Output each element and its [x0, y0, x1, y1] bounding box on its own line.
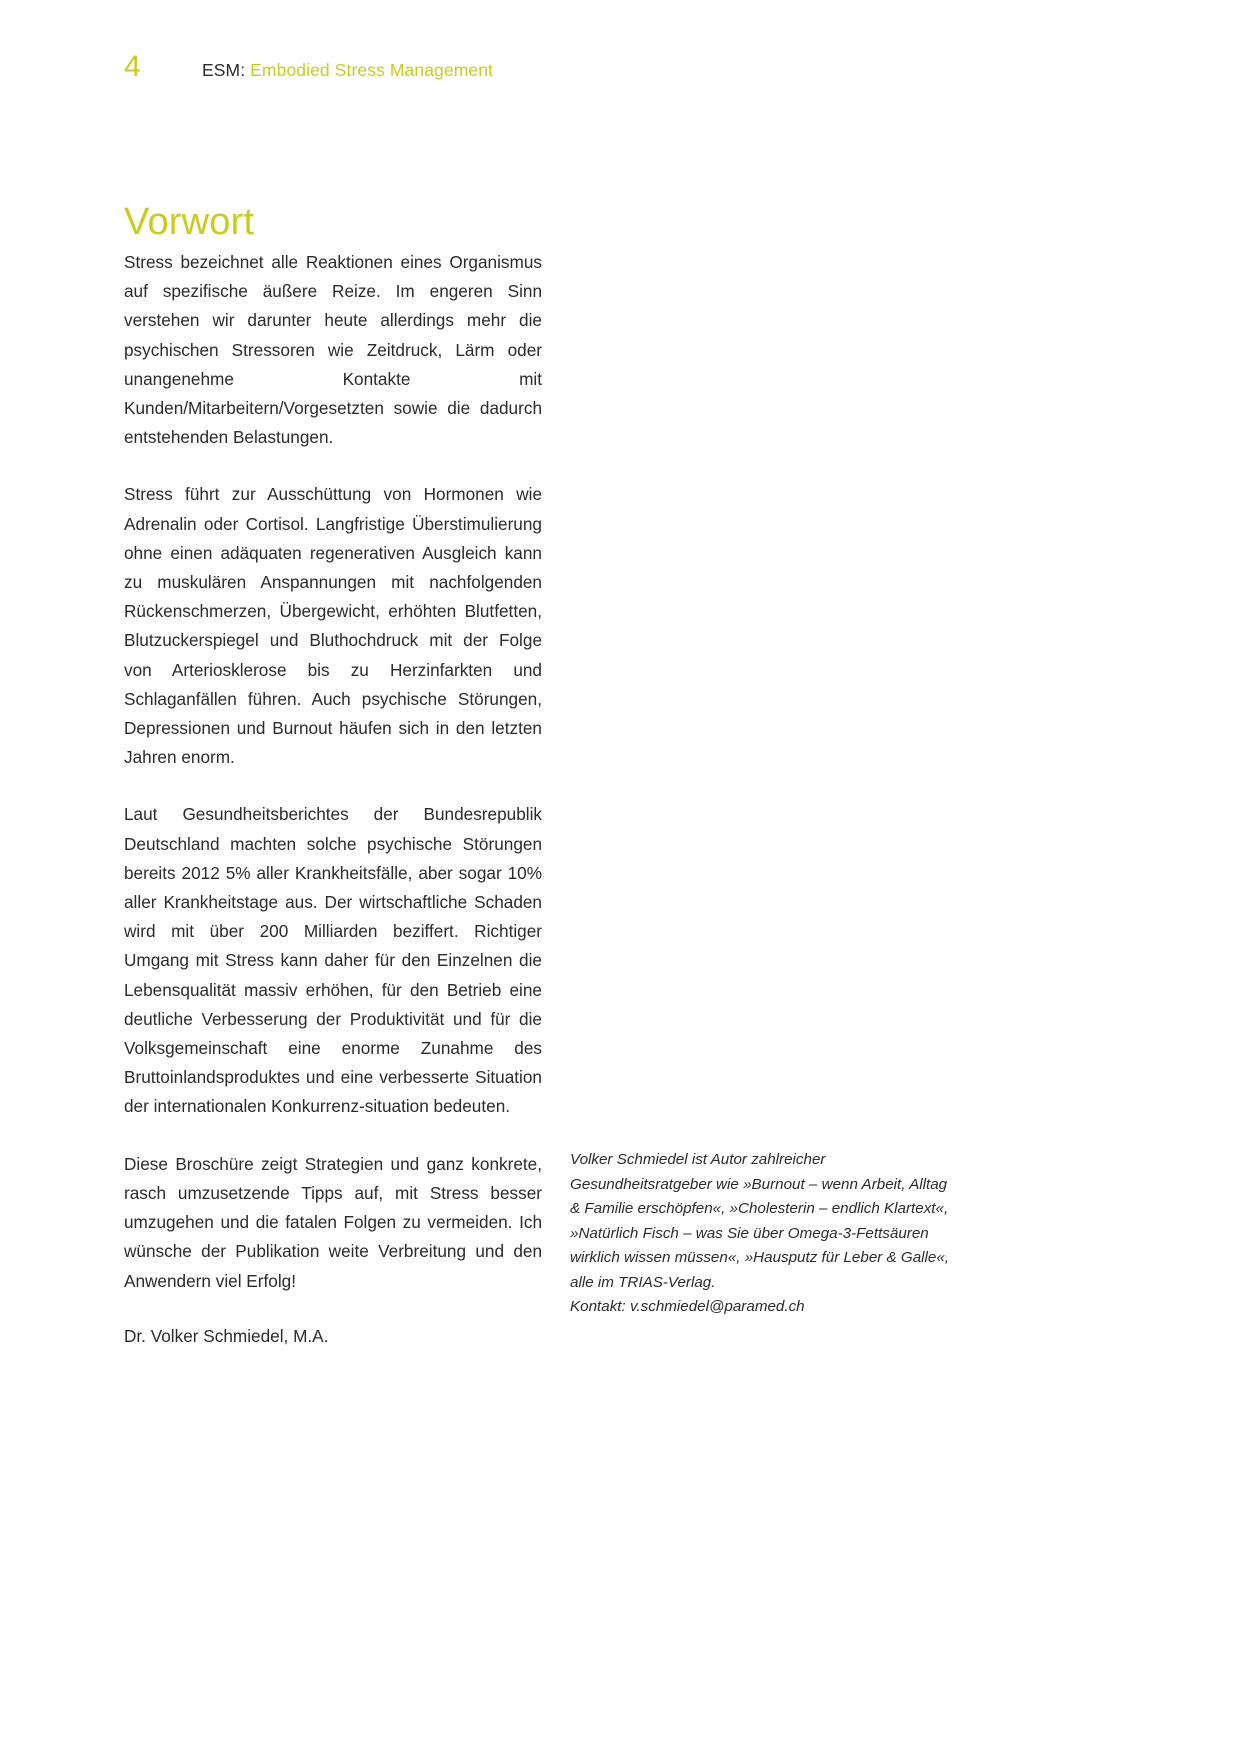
header-title [202, 60, 493, 81]
body-text-column [124, 248, 542, 1351]
paragraph: Laut Gesundheitsberichtes der Bundesrepublik Deutschland machten solche psychische Störungen bereits 2012 5% aller Krankheitsfälle, aber sogar 10% aller Krankheitstage aus. Der wirtschaftliche Schaden wird mit über 200 Milliarden beziffert. Richtiger Umgang mit Stress kann daher für den Einzelnen die Lebensqualität massiv erhöhen, für den Betrieb eine deutliche Verbesserung der Produktivität und für die Volksgemeinschaft eine enorme Zunahme des Bruttoinlandsproduktes und eine verbesserte Situation der internationalen Konkurrenz-situation bedeuten. [124, 804, 542, 1117]
author-signature: Dr. Volker Schmiedel, M.A. [124, 1325, 329, 1346]
header-title-accent: Embodied Stress Management [250, 60, 494, 80]
author-bio-text: Volker Schmiedel ist Autor zahlreicher Gesundheitsratgeber wie »Burnout – wenn Arbeit, Alltag & Familie erschöpfen«, »Cholesterin – endlich Klartext«, »Natürlich Fisch – was Sie über Omega-3-Fettsäuren wirklich wissen müssen«, »Hausputz für Leber & Galle«, alle im TRIAS-Verlag. [570, 1151, 950, 1291]
page-number: 4 [124, 50, 141, 83]
header-title-prefix: ESM: [202, 60, 246, 80]
paragraph: Stress bezeichnet alle Reaktionen eines Organismus auf spezifische äußere Reize. Im engeren Sinn verstehen wir darunter heute allerdings mehr die psychischen Stressoren wie Zeitdruck, Lärm oder unangenehme Kontakte mit Kunden/Mitarbeitern/Vorgesetzten sowie die dadurch entstehenden Belastungen. [124, 252, 542, 448]
page-title: Vorwort [124, 201, 255, 244]
author-bio-note [570, 1148, 960, 1320]
paragraph: Diese Broschüre zeigt Strategien und ganz konkrete, rasch umzusetzende Tipps auf, mit Stress besser umzugehen und die fatalen Folgen zu vermeiden. Ich wünsche der Publikation weite Verbreitung und den Anwendern viel Erfolg! [124, 1153, 542, 1291]
paragraph: Stress führt zur Ausschüttung von Hormonen wie Adrenalin oder Cortisol. Langfristige Überstimulierung ohne einen adäquaten regenerativen Ausgleich kann zu muskulären Anspannungen mit nachfolgenden Rückenschmerzen, Übergewicht, erhöhten Blutfetten, Blutzuckerspiegel und Bluthochdruck mit der Folge von Arteriosklerose bis zu Herzinfarkten und Schlaganfällen führen. Auch psychische Störungen, Depressionen und Burnout häufen sich in den letzten Jahren enorm. [124, 484, 542, 768]
author-contact: Kontakt: v.schmiedel@paramed.ch [570, 1298, 805, 1315]
running-header [124, 52, 493, 82]
